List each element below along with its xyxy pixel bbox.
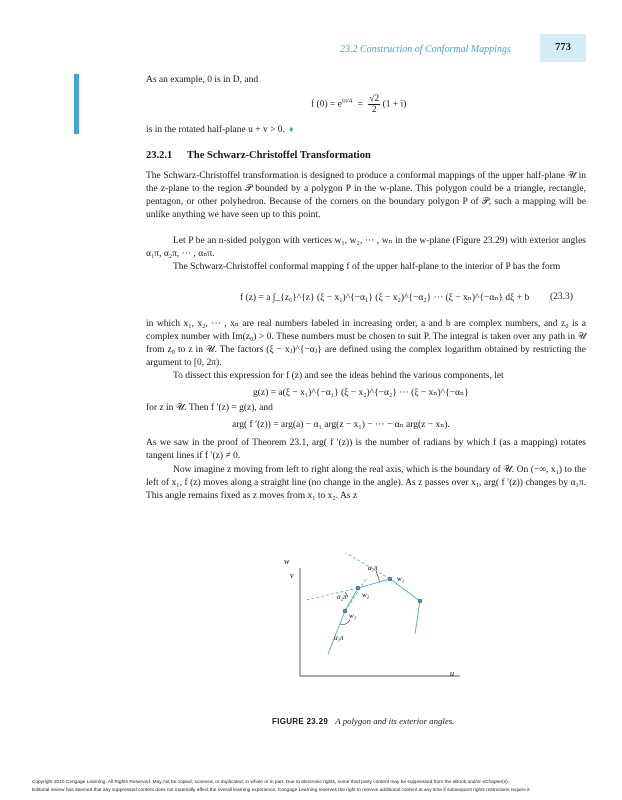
end-of-example-icon: ♦	[288, 124, 294, 134]
copyright-line-2: Editorial review has deemed that any suppressed content does not materially affect the overall learning experience. Cengage Learning reserves the right to remove additional content at any time if subsequent rights restrictions require it.	[32, 788, 531, 793]
section-heading	[146, 150, 371, 161]
eq-lhs: f (0) = e	[311, 99, 342, 110]
paragraph-dissect: To dissect this expression for f (z) and see the ideas behind the various components, let	[173, 371, 504, 381]
section-title: The Schwarz-Christoffel Transformation	[186, 150, 371, 161]
vertex-w3	[343, 609, 347, 613]
equation-arg: arg( f ′(z)) = arg(a) − α₁ arg(z − x₁) − ··· − αₙ arg(z − xₙ).	[232, 420, 450, 430]
angle-label-2: α₂π	[337, 593, 347, 601]
page-number: 773	[540, 34, 586, 62]
figure-caption-text: A polygon and its exterior angles.	[335, 716, 455, 726]
polygon-edge	[415, 601, 420, 634]
copyright-line-1: Copyright 2010 Cengage Learning. All Rights Reserved. May not be copied, scanned, or duplicated, in whole or in part. Due to electronic rights, some third party content may be suppressed from the eBook and/or eChapter(s).	[32, 780, 510, 785]
eq-denominator: 2	[371, 105, 377, 115]
figure-label: FIGURE 23.29	[272, 717, 329, 726]
equation-number: (23.3)	[550, 292, 573, 302]
running-title: 23.2 Construction of Conformal Mappings	[340, 44, 511, 55]
angle-label-1: α₁π	[368, 564, 378, 572]
example-intro: As an example, 0 is in D, and	[146, 75, 259, 85]
vertex-label-w1: w₁	[397, 575, 405, 583]
equation-23-3: f (z) = a ∫_{z₀}^{z} (ξ − x₁)^{−α₁} (ξ − x₂)^{−α₂} ··· (ξ − xₙ)^{−αₙ} dξ + b	[240, 293, 530, 303]
axis-label-w: w	[284, 557, 290, 566]
paragraph-moving: Now imagine z moving from left to right along the real axis, which is the boundary of 𝒰. On (−∞, x₁) to the left of x₁, f (z) moves along a straight line (no change in the angle). As z passes over x₁, arg( f ′(z)) changes by α₁π. This angle remains fixed as z moves from x₁ to x₂. As z	[146, 465, 586, 501]
figure-caption	[272, 716, 472, 726]
vertex-label-w2: w₂	[362, 591, 370, 599]
angle-label-3: α₃π	[334, 634, 344, 642]
polygon-edge	[390, 579, 420, 601]
eq-exponent: iπ/4	[341, 97, 353, 105]
polygon-edge	[345, 588, 358, 611]
eq-numerator: √2	[369, 94, 380, 104]
example-equation: f $(0) = e^{i\pi/4}$ = $\frac{√2}{2}$ (1 + i)	[311, 94, 407, 115]
equation-g: g(z) = a(ξ − x₁)^{−α₁} (ξ − x₂)^{−α₂} ··· (ξ − xₙ)^{−αₙ}	[253, 388, 469, 398]
paragraph-intro: The Schwarz-Christoffel transformation is designed to produce a conformal mappings of the upper half-plane 𝒰 in the z-plane to the region 𝒫 bounded by a polygon P in the w-plane. This polygon could be a triangle, rectangle, pentagon, or other polyhedron. Because of the corners on the boundary polygon P of 𝒫, such a mapping will be unlike anything we have seen up to this point.	[146, 171, 586, 220]
paragraph-form: The Schwarz-Christoffel conformal mapping f of the upper half-plane to the interior of P has the form	[173, 262, 561, 272]
polygon-edge	[328, 611, 345, 654]
paragraph-polygon: Let P be an n-sided polygon with vertices w₁, w₂, ··· , wₙ in the w-plane (Figure 23.29) with exterior angles α₁π, α₂π, ··· , αₙπ.	[146, 236, 586, 259]
extension-line	[306, 588, 358, 600]
vertex	[418, 599, 422, 603]
vertex-w1	[388, 577, 392, 581]
figure-polygon-exterior-angles	[270, 548, 480, 688]
example-conclusion-text: is in the rotated half-plane u + v > 0.	[146, 125, 285, 135]
paragraph-parameters: in which x₁, x₂, ··· , xₙ are real numbers labeled in increasing order, a and b are complex numbers, and z₀ is a complex number with Im(z₀) > 0. These numbers must be chosen to suit P. The integral is taken over any path in 𝒰 from z₀ to z in 𝒰. The factors (ξ − xⱼ)^{−αⱼ} are defined using the complex logarithm obtained by restricting the argument to [0, 2π).	[146, 319, 586, 368]
paragraph-theorem: As we saw in the proof of Theorem 23.1, arg( f ′(z)) is the number of radians by which f (as a mapping) rotates tangent lines if f ′(z) ≠ 0.	[146, 438, 586, 461]
section-number: 23.2.1	[146, 150, 173, 161]
axis-label-v: v	[290, 571, 294, 580]
example-side-bar	[74, 74, 79, 134]
vertex-w2	[356, 586, 360, 590]
vertex-label-w3: w₃	[349, 612, 357, 620]
axis-label-u: u	[450, 669, 454, 678]
example-conclusion	[146, 123, 586, 137]
eq-rest: (1 + i)	[382, 99, 407, 110]
paragraph-derivative: for z in 𝒰. Then f ′(z) = g(z), and	[146, 403, 273, 413]
